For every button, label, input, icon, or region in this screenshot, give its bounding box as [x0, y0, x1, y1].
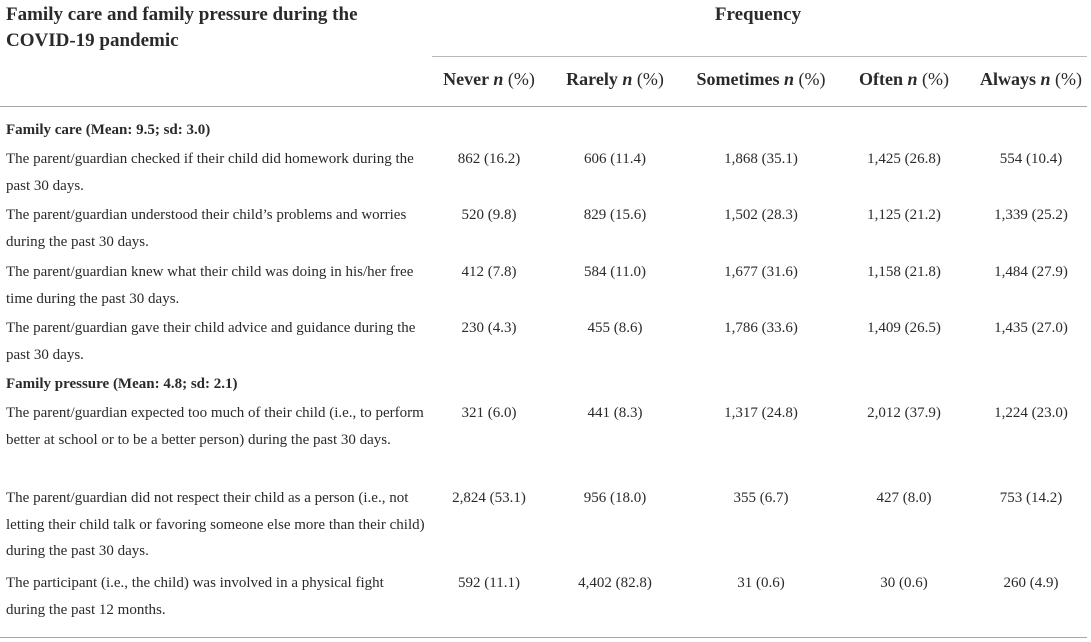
col-pct: (%)	[507, 69, 535, 89]
cell-often: 1,158 (21.8)	[867, 264, 941, 280]
cell-sometimes: 31 (0.6)	[737, 575, 785, 591]
column-header-often	[848, 66, 960, 92]
row-label: The parent/guardian expected too much of their child (i.e., to perform better at school or to be a better person) during the past 30 days.	[6, 405, 424, 448]
col-n: n	[622, 69, 633, 89]
col-n: n	[907, 69, 918, 89]
column-header-sometimes	[684, 66, 838, 92]
cell-rarely: 4,402 (82.8)	[578, 575, 652, 591]
col-pct: (%)	[922, 69, 949, 89]
col-n: n	[1040, 69, 1051, 89]
col-pct: (%)	[798, 69, 826, 89]
cell-never: 2,824 (53.1)	[452, 490, 526, 506]
cell-always: 554 (10.4)	[999, 151, 1063, 167]
cell-often: 2,012 (37.9)	[867, 405, 941, 421]
col-n: n	[783, 69, 794, 89]
cell-sometimes: 1,868 (35.1)	[724, 151, 798, 167]
col-word: Rarely	[566, 69, 618, 89]
cell-always: 753 (14.2)	[999, 490, 1063, 506]
column-header-rarely	[556, 66, 674, 92]
row-label: The participant (i.e., the child) was involved in a physical fight during the past 12 months.	[6, 575, 384, 618]
row-label: The parent/guardian understood their child’s problems and worries during the past 30 days.	[6, 207, 407, 250]
column-header-always	[971, 66, 1091, 92]
cell-rarely: 455 (8.6)	[587, 320, 643, 336]
col-word: Often	[859, 69, 903, 89]
cell-often: 427 (8.0)	[876, 490, 932, 506]
cell-sometimes: 1,317 (24.8)	[724, 405, 798, 421]
col-word: Never	[443, 69, 489, 89]
cell-never: 862 (16.2)	[457, 151, 521, 167]
cell-often: 1,425 (26.8)	[867, 151, 941, 167]
col-n: n	[493, 69, 504, 89]
cell-always: 1,224 (23.0)	[994, 405, 1068, 421]
cell-often: 1,125 (21.2)	[867, 207, 941, 223]
cell-never: 321 (6.0)	[461, 405, 517, 421]
cell-always: 1,339 (25.2)	[994, 207, 1068, 223]
cell-never: 230 (4.3)	[461, 320, 517, 336]
row-label: The parent/guardian checked if their child did homework during the past 30 days.	[6, 151, 414, 194]
cell-always: 1,435 (27.0)	[994, 320, 1068, 336]
col-pct: (%)	[636, 69, 664, 89]
frequency-rule	[432, 56, 1087, 57]
row-label: The parent/guardian gave their child advice and guidance during the past 30 days.	[6, 320, 416, 363]
cell-rarely: 956 (18.0)	[583, 490, 647, 506]
section-title-family-care: Family care (Mean: 9.5; sd: 3.0)	[6, 122, 211, 138]
row-label: The parent/guardian did not respect their child as a person (i.e., not letting their child talk or favoring someone else more than their child) during the past 30 days.	[6, 490, 425, 559]
cell-rarely: 829 (15.6)	[583, 207, 647, 223]
cell-often: 1,409 (26.5)	[867, 320, 941, 336]
cell-rarely: 606 (11.4)	[584, 151, 646, 167]
cell-sometimes: 355 (6.7)	[733, 490, 789, 506]
cell-always: 1,484 (27.9)	[994, 264, 1068, 280]
row-label: The parent/guardian knew what their child was doing in his/her free time during the past 30 days.	[6, 264, 414, 307]
cell-never: 520 (9.8)	[461, 207, 517, 223]
frequency-header: Frequency	[714, 4, 802, 25]
cell-never: 412 (7.8)	[461, 264, 517, 280]
col-word: Always	[979, 69, 1036, 89]
bottom-rule	[0, 637, 1087, 638]
cell-sometimes: 1,502 (28.3)	[724, 207, 798, 223]
cell-sometimes: 1,677 (31.6)	[724, 264, 798, 280]
column-header-never	[433, 66, 545, 92]
col-pct: (%)	[1055, 69, 1082, 89]
section-title-family-pressure: Family pressure (Mean: 4.8; sd: 2.1)	[6, 376, 238, 392]
col-word: Sometimes	[696, 69, 780, 89]
cell-often: 30 (0.6)	[880, 575, 928, 591]
cell-never: 592 (11.1)	[458, 575, 520, 591]
cell-rarely: 584 (11.0)	[584, 264, 646, 280]
cell-rarely: 441 (8.3)	[587, 405, 643, 421]
cell-sometimes: 1,786 (33.6)	[724, 320, 798, 336]
table-title: Family care and family pressure during the COVID-19 pandemic	[6, 4, 358, 51]
cell-always: 260 (4.9)	[1003, 575, 1059, 591]
header-rule	[0, 106, 1087, 107]
